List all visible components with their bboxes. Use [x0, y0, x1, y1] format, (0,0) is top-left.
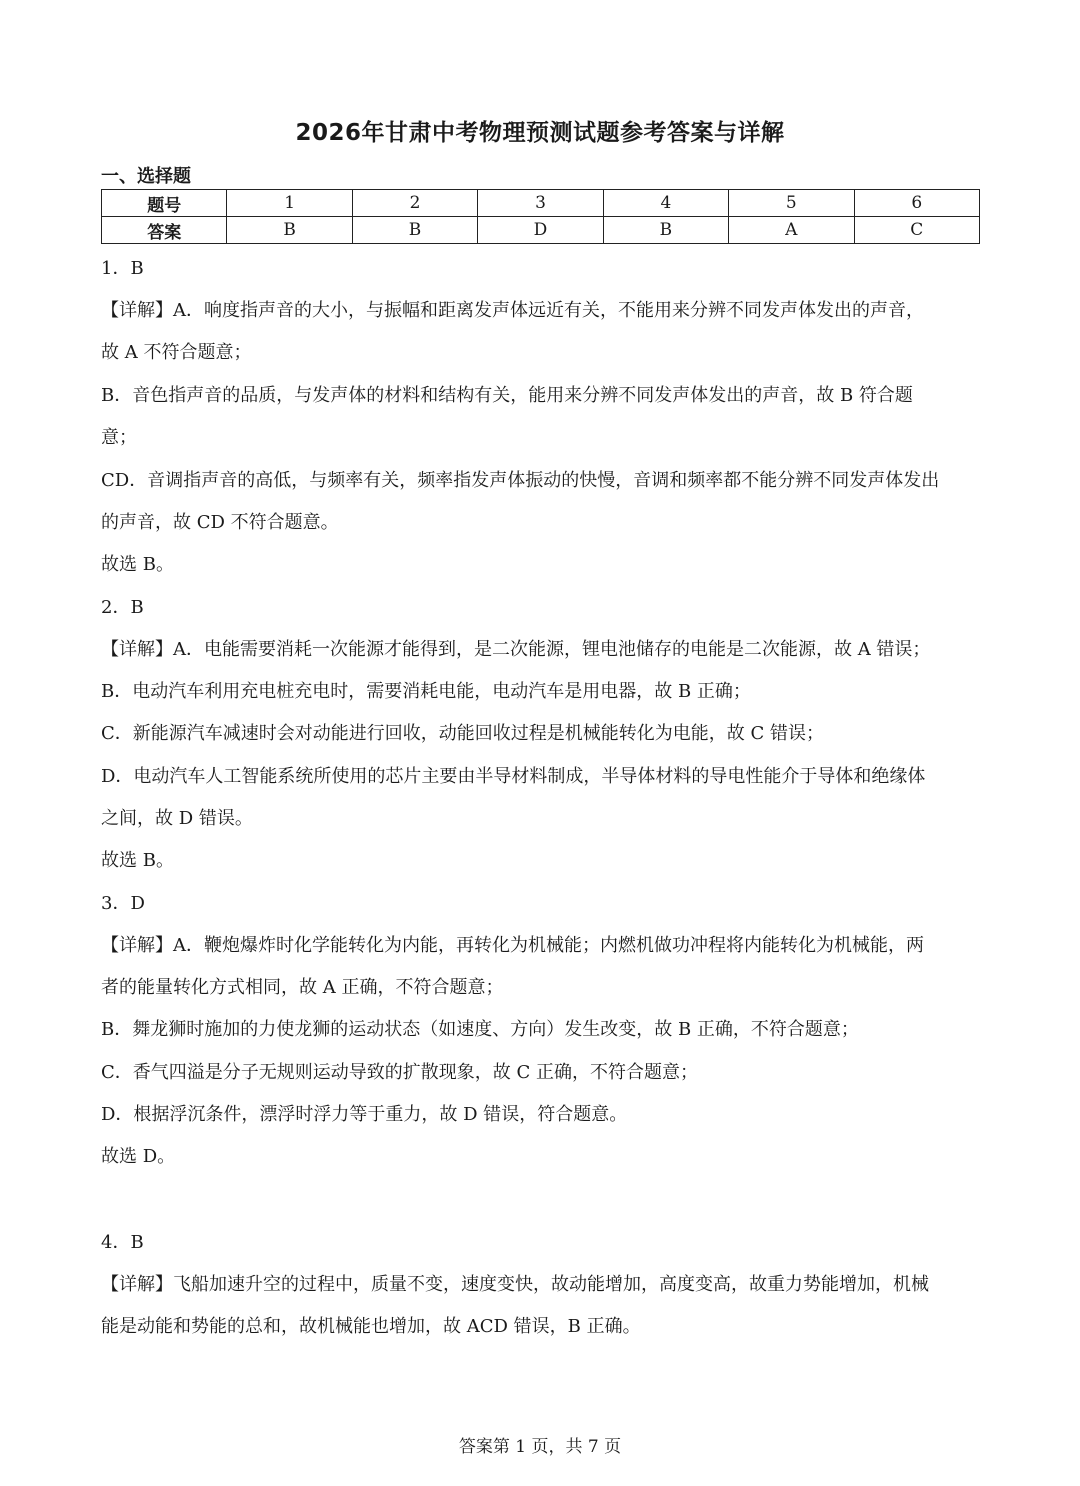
- section-heading: 一、选择题: [101, 166, 191, 187]
- table-cell-answer: C: [854, 217, 979, 244]
- answer-table: [101, 189, 980, 244]
- explanation-line: 【详解】A．响度指声音的大小，与振幅和距离发声体远近有关，不能用来分辨不同发声体发出的声音，: [101, 300, 924, 321]
- explanation-line: B．音色指声音的品质，与发声体的材料和结构有关，能用来分辨不同发声体发出的声音，故 B 符合题: [101, 385, 913, 406]
- answer-number: 4．B: [101, 1232, 144, 1253]
- table-cell-number: 4: [603, 190, 728, 217]
- table-row-answers: [102, 217, 980, 244]
- explanation-line: C．新能源汽车减速时会对动能进行回收，动能回收过程是机械能转化为电能，故 C 错误；: [101, 723, 824, 744]
- explanation-line: B．舞龙狮时施加的力使龙狮的运动状态（如速度、方向）发生改变，故 B 正确，不符合题意；: [101, 1019, 859, 1040]
- conclusion-line: 故选 D。: [101, 1146, 176, 1167]
- table-answer-label: 答案: [102, 217, 227, 244]
- table-cell-number: 3: [478, 190, 603, 217]
- table-cell-number: 2: [352, 190, 477, 217]
- explanation-line: D．电动汽车人工智能系统所使用的芯片主要由半导材料制成，半导体材料的导电性能介于导体和绝缘体: [101, 766, 926, 787]
- table-header-label: 题号: [102, 190, 227, 217]
- table-cell-number: 6: [854, 190, 979, 217]
- conclusion-line: 故选 B。: [101, 850, 174, 871]
- explanation-line: C．香气四溢是分子无规则运动导致的扩散现象，故 C 正确，不符合题意；: [101, 1062, 698, 1083]
- table-cell-answer: D: [478, 217, 603, 244]
- explanation-line: D．根据浮沉条件，漂浮时浮力等于重力，故 D 错误，符合题意。: [101, 1104, 628, 1125]
- explanation-line: 【详解】A．电能需要消耗一次能源才能得到，是二次能源，锂电池储存的电能是二次能源，故 A 错误；: [101, 639, 931, 660]
- explanation-line: 的声音，故 CD 不符合题意。: [101, 512, 339, 533]
- answer-number: 1．B: [101, 258, 144, 279]
- table-cell-answer: A: [729, 217, 854, 244]
- explanation-line: CD．音调指声音的高低，与频率有关，频率指发声体振动的快慢，音调和频率都不能分辨不同发声体发出: [101, 470, 940, 491]
- answer-number: 3．D: [101, 893, 145, 914]
- table-cell-answer: B: [227, 217, 352, 244]
- explanation-line: 【详解】飞船加速升空的过程中，质量不变，速度变快，故动能增加，高度变高，故重力势能增加，机械: [101, 1274, 929, 1295]
- table-row-numbers: [102, 190, 980, 217]
- explanation-line: 能是动能和势能的总和，故机械能也增加，故 ACD 错误，B 正确。: [101, 1316, 641, 1337]
- answer-number: 2．B: [101, 597, 144, 618]
- conclusion-line: 故选 B。: [101, 554, 174, 575]
- explanation-line: 【详解】A．鞭炮爆炸时化学能转化为内能，再转化为机械能；内燃机做功冲程将内能转化为机械能，两: [101, 935, 924, 956]
- explanation-line: 者的能量转化方式相同，故 A 正确，不符合题意；: [101, 977, 504, 998]
- page-footer: 答案第 1 页，共 7 页: [458, 1437, 622, 1457]
- table-cell-answer: B: [603, 217, 728, 244]
- table-cell-number: 1: [227, 190, 352, 217]
- table-cell-number: 5: [729, 190, 854, 217]
- table-cell-answer: B: [352, 217, 477, 244]
- page-title: 2026年甘肃中考物理预测试题参考答案与详解: [295, 120, 785, 146]
- explanation-line: B．电动汽车利用充电桩充电时，需要消耗电能，电动汽车是用电器，故 B 正确；: [101, 681, 751, 702]
- explanation-line: 故 A 不符合题意；: [101, 342, 252, 363]
- explanation-line: 之间，故 D 错误。: [101, 808, 253, 829]
- explanation-line: 意；: [101, 427, 137, 448]
